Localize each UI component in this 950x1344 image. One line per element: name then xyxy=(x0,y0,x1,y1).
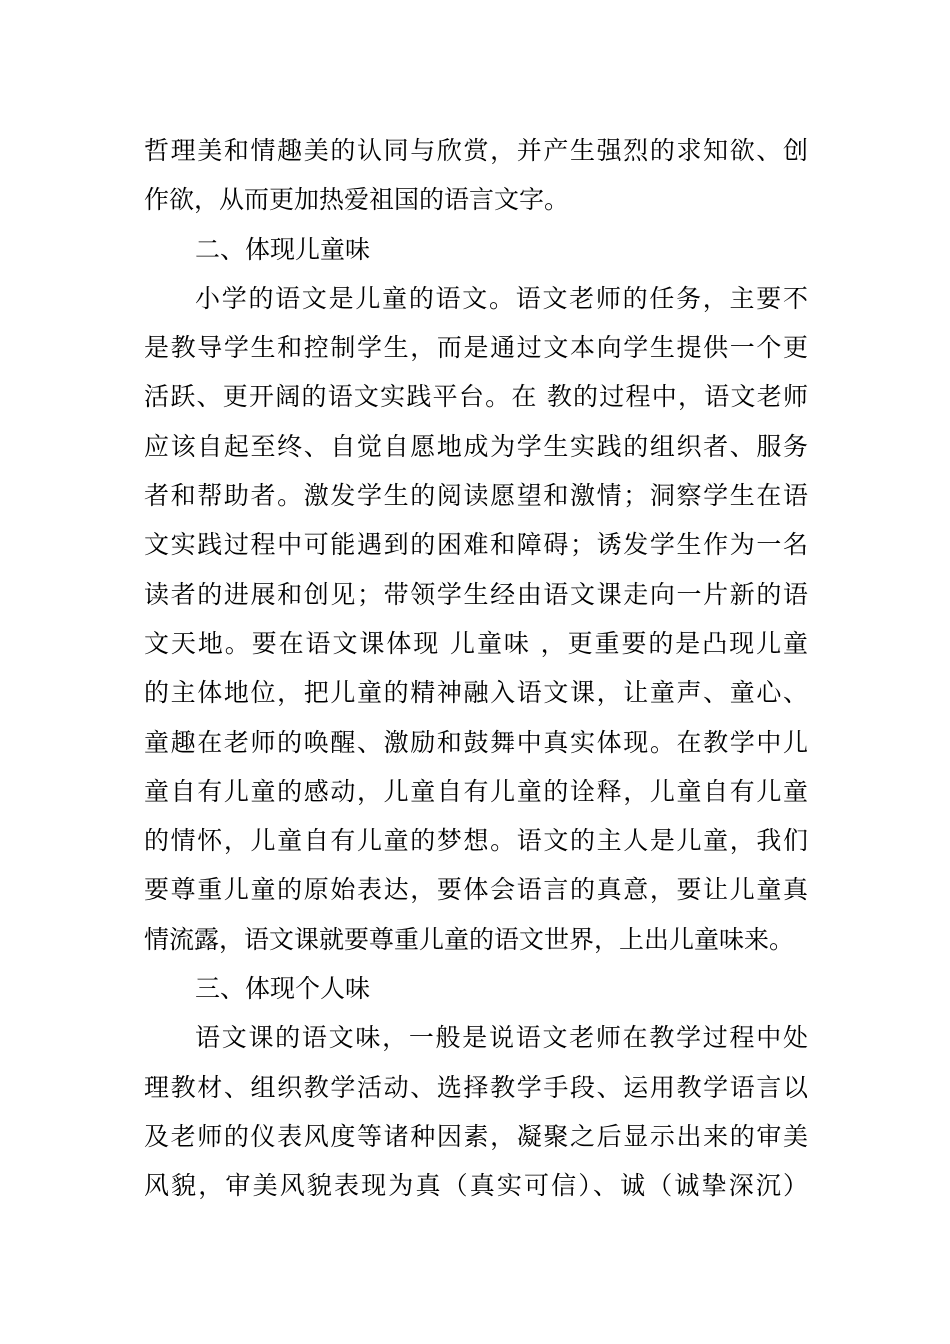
text-line: 应该自起至终、自觉自愿地成为学生实践的组织者、服务 xyxy=(144,431,808,461)
text-line: 童趣在老师的唤醒、激励和鼓舞中真实体现。在教学中儿 xyxy=(144,727,808,757)
text-line: 文实践过程中可能遇到的困难和障碍；诱发学生作为一名 xyxy=(144,530,808,560)
section-heading: 二、体现儿童味 xyxy=(195,234,371,264)
text-line: 者和帮助者。激发学生的阅读愿望和激情；洞察学生在语 xyxy=(144,481,808,511)
text-line: 及老师的仪表风度等诸种因素，凝聚之后显示出来的审美 xyxy=(144,1121,808,1151)
text-line: 风貌，审美风貌表现为真（真实可信）、诚（诚挚深沉） xyxy=(144,1171,808,1201)
text-line: 作欲，从而更加热爱祖国的语言文字。 xyxy=(144,185,570,215)
section-heading: 三、体现个人味 xyxy=(195,974,371,1004)
text-line: 文天地。要在语文课体现 儿童味 ，更重要的是凸现儿童 xyxy=(144,628,808,658)
text-line: 语文课的语文味，一般是说语文老师在教学过程中处 xyxy=(195,1023,808,1053)
text-line: 哲理美和情趣美的认同与欣赏，并产生强烈的求知欲、创 xyxy=(144,136,808,165)
text-line: 读者的进展和创见；带领学生经由语文课走向一片新的语 xyxy=(144,579,808,609)
body-text xyxy=(144,126,808,1211)
text-line: 是教导学生和控制学生，而是通过文本向学生提供一个更 xyxy=(144,333,808,363)
text-line: 活跃、更开阔的语文实践平台。在 教的过程中，语文老师 xyxy=(144,382,808,412)
text-line: 要尊重儿童的原始表达，要体会语言的真意，要让儿童真 xyxy=(144,875,808,905)
text-line: 理教材、组织教学活动、选择教学手段、运用教学语言以 xyxy=(144,1072,808,1102)
text-line: 的主体地位，把儿童的精神融入语文课，让童声、童心、 xyxy=(144,678,808,708)
text-line: 的情怀，儿童自有儿童的梦想。语文的主人是儿童，我们 xyxy=(144,826,808,856)
text-line: 小学的语文是儿童的语文。语文老师的任务，主要不 xyxy=(195,283,808,313)
text-line: 情流露，语文课就要尊重儿童的语文世界，上出儿童味来。 xyxy=(144,924,795,954)
text-line: 童自有儿童的感动，儿童自有儿童的诠释，儿童自有儿童 xyxy=(144,776,808,806)
